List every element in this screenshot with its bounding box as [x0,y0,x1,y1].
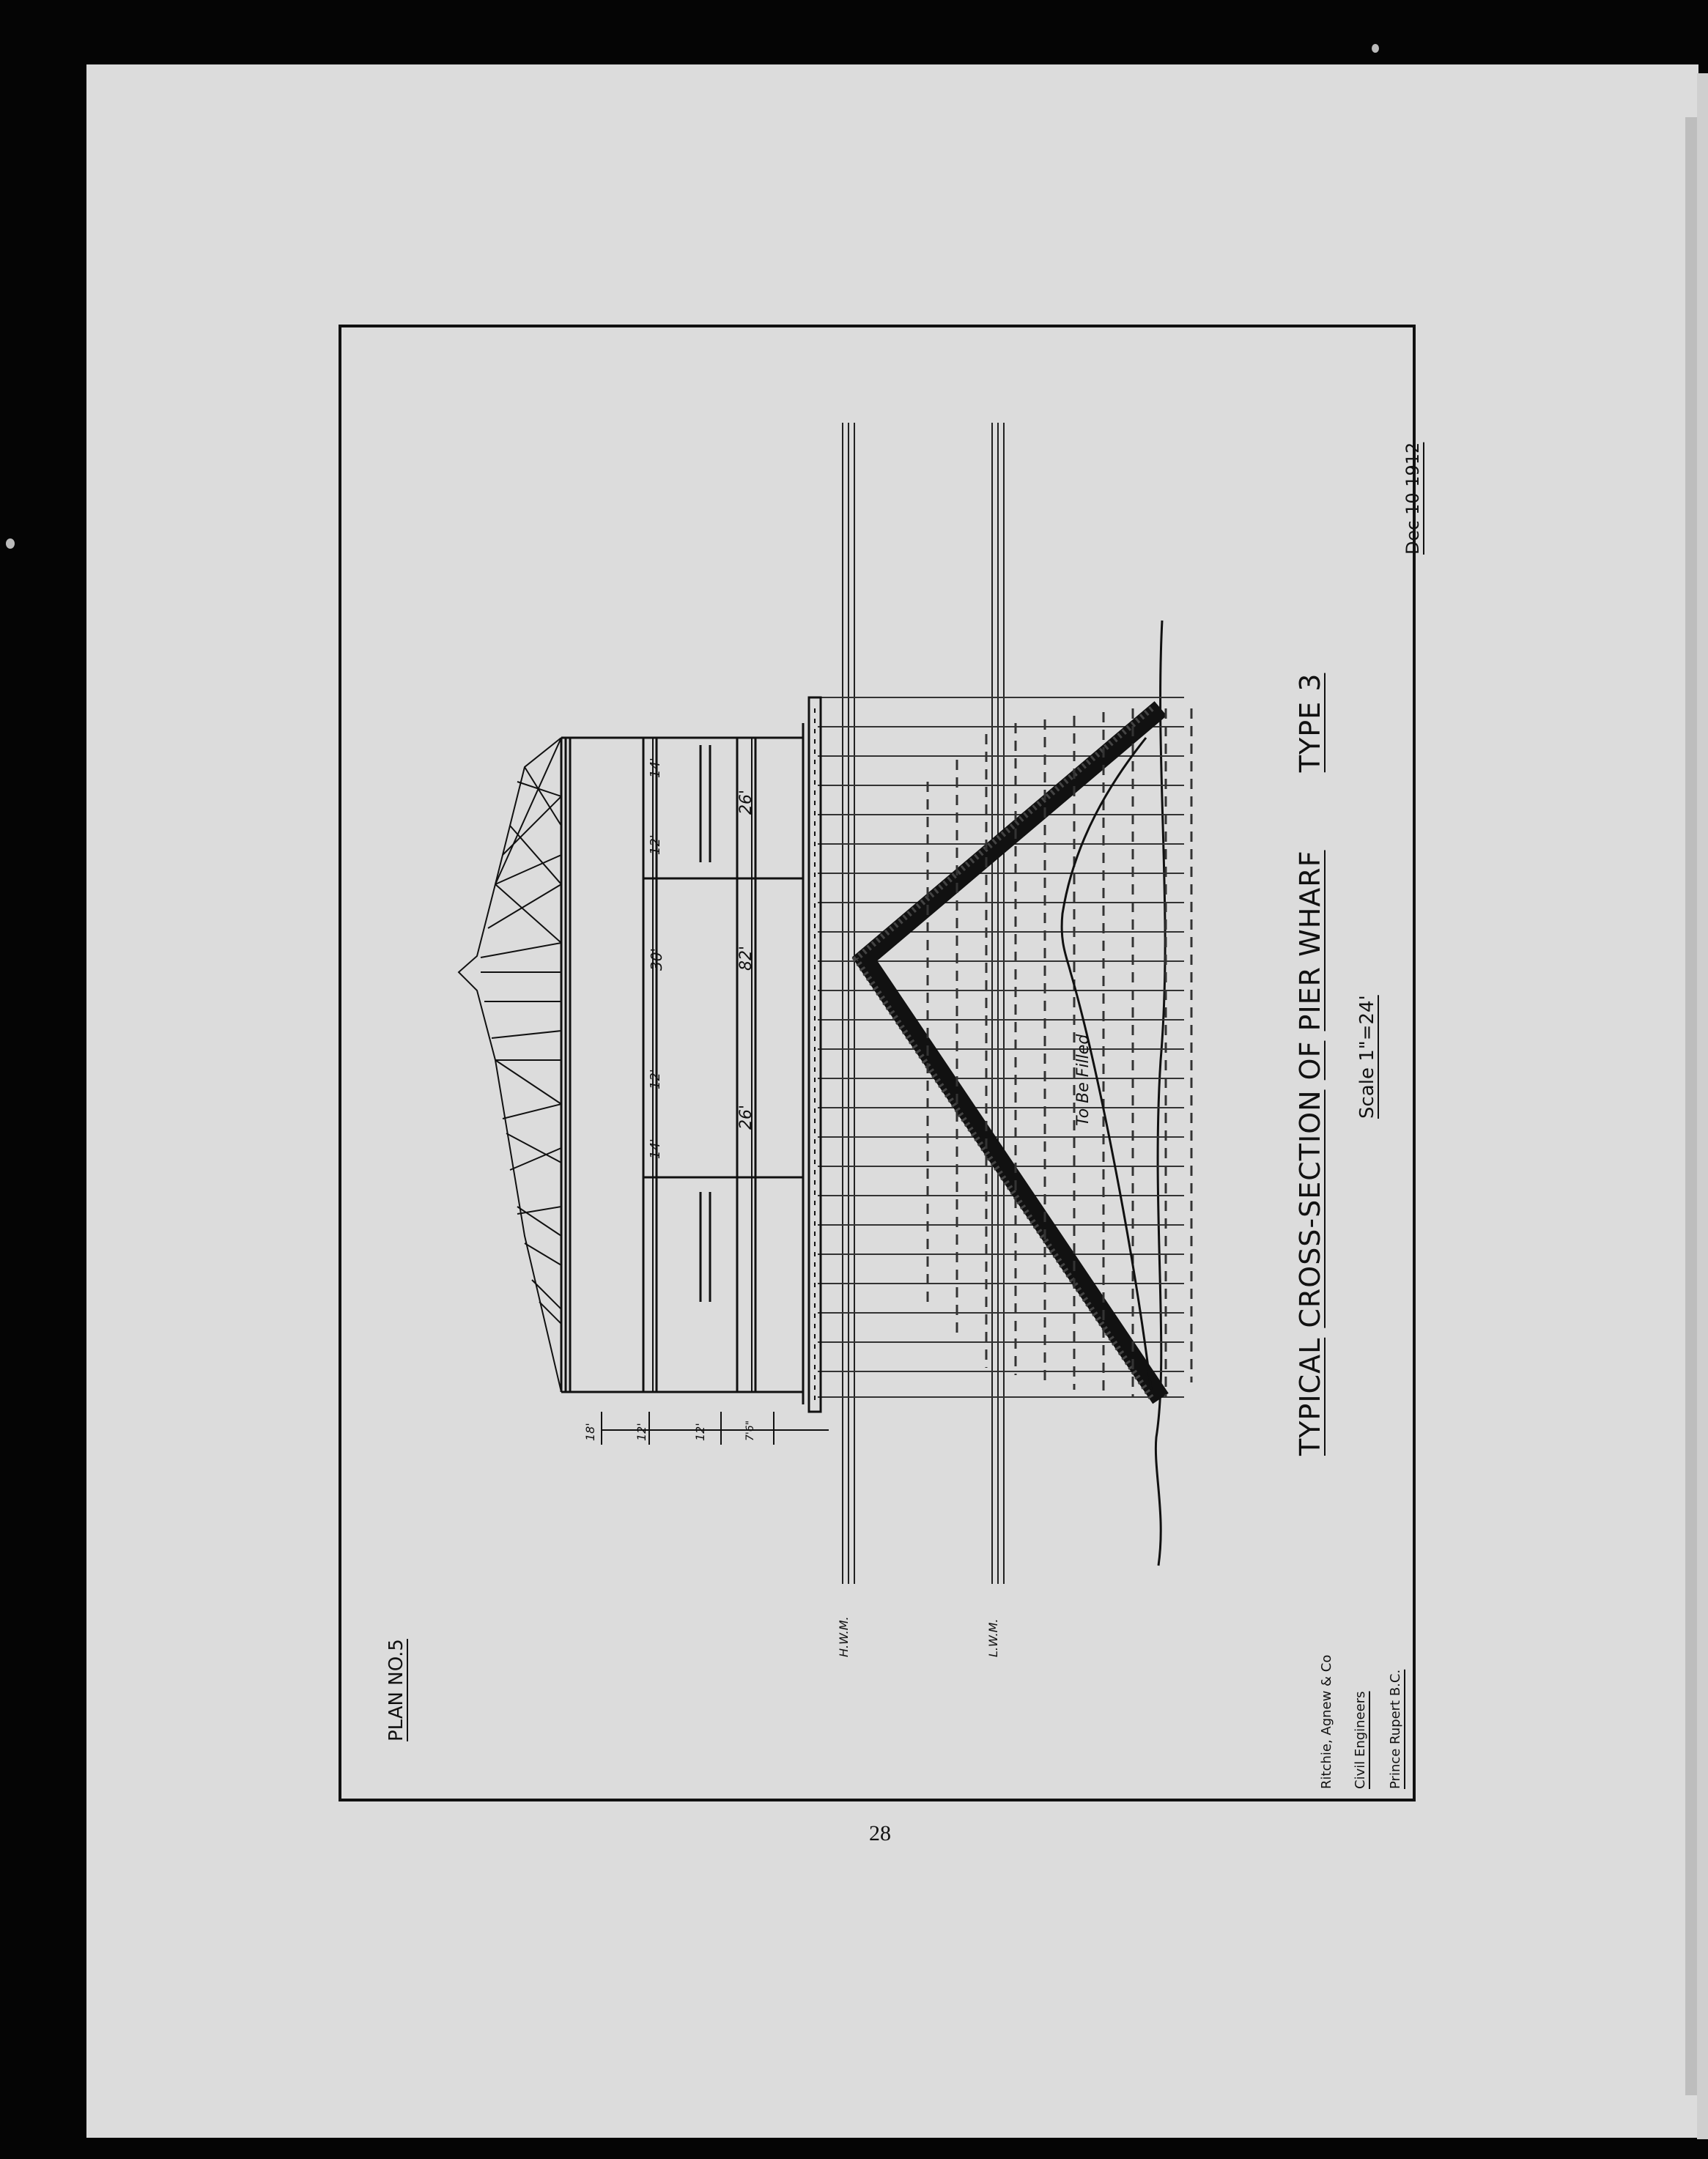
dimension-height-a: 18' [583,1423,597,1441]
firm-name: Ritchie, Agnew & Co [1319,1654,1334,1789]
pier-wharf-cross-section [341,327,1419,1804]
title-word-type: TYPE 3 [1294,673,1326,773]
adjacent-page-edge [1697,73,1708,2139]
firm-location: Prince Rupert B.C. [1388,1669,1403,1789]
title-word-of: OF [1294,1040,1326,1081]
page-number: 28 [869,1821,891,1845]
title-word-typical: TYPICAL [1294,1337,1326,1456]
dimension-left-outer: 14' [648,1138,663,1159]
dimension-right-span: 26' [737,789,755,815]
dimension-right-inner: 12' [648,834,663,855]
low-water-mark-label: L.W.M. [986,1618,1000,1657]
dimension-left-span: 26' [737,1104,755,1130]
dimension-height-c: 12' [693,1423,707,1441]
dimension-right-outer: 14' [648,758,663,778]
date-label: Dec 10 1912 [1402,442,1423,555]
dimension-total-width: 82' [737,945,755,971]
dimension-left-inner: 12' [648,1069,663,1089]
title-word-pier-wharf: PIER WHARF [1294,850,1326,1032]
high-water-mark-label: H.W.M. [837,1616,851,1657]
drawing-plate [339,325,1423,1801]
plan-label: PLAN NO.5 [385,1639,407,1741]
dimension-height-d: 7'6" [744,1420,756,1441]
fill-label: To Be Filled [1074,1034,1093,1126]
page-edge [1685,117,1697,2095]
title-word-cross-section: CROSS-SECTION [1294,1089,1326,1328]
scale-label: Scale 1"=24' [1356,995,1378,1119]
dimension-roof-center: 30' [648,948,665,971]
scan-speck [6,538,15,549]
scan-speck [1372,44,1379,53]
firm-profession: Civil Engineers [1353,1691,1368,1789]
title-line [1294,673,1326,1456]
dimension-height-b: 12' [635,1423,648,1441]
